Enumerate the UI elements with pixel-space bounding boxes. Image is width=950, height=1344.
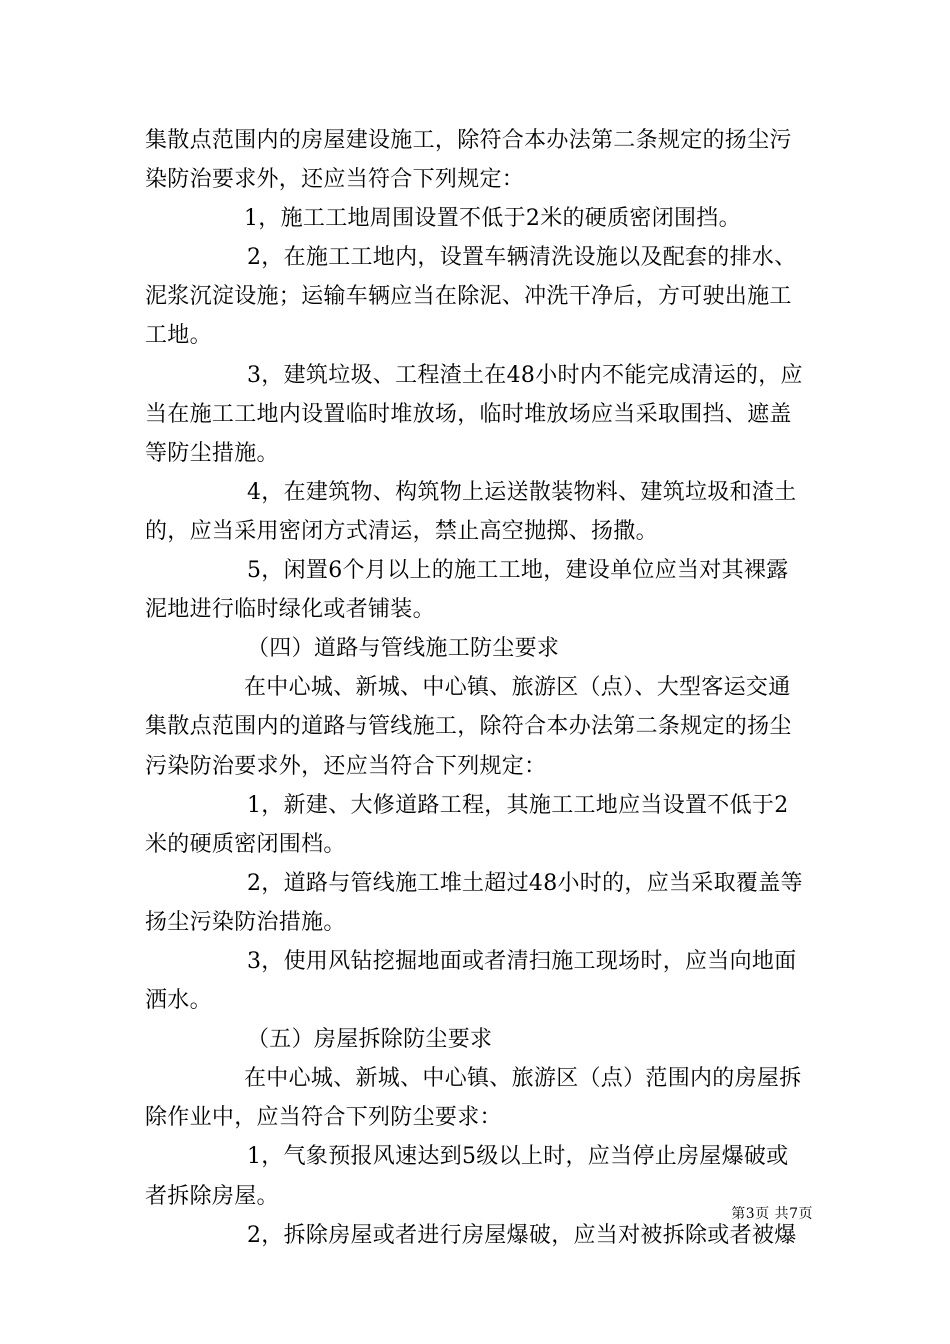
text-line: 集散点范围内的道路与管线施工，除符合本办法第二条规定的扬尘 xyxy=(145,714,792,740)
text-line: 扬尘污染防治措施。 xyxy=(145,909,346,935)
text-line: 的，应当采用密闭方式清运，禁止高空抛掷、扬撒。 xyxy=(145,518,658,544)
body-text xyxy=(145,121,810,1255)
text-line: 1，施工工地周围设置不低于2米的硬质密闭围挡。 xyxy=(244,206,741,232)
text-line: 工地。 xyxy=(145,323,212,349)
text-line: 2，拆除房屋或者进行房屋爆破，应当对被拆除或者被爆 xyxy=(247,1222,797,1248)
text-line: 3，建筑垃圾、工程渣土在48小时内不能完成清运的，应 xyxy=(247,362,803,388)
page-number-footer: 第3页 共7页 xyxy=(731,1206,813,1222)
text-line: 在中心城、新城、中心镇、旅游区（点）范围内的房屋拆 xyxy=(244,1066,802,1092)
text-line: 者拆除房屋。 xyxy=(145,1183,279,1209)
text-line: 3，使用风钻挖掘地面或者清扫施工现场时，应当向地面 xyxy=(247,948,797,974)
text-line: 泥地进行临时绿化或者铺装。 xyxy=(145,597,435,623)
text-line: 1，气象预报风速达到5级以上时，应当停止房屋爆破或 xyxy=(247,1144,789,1170)
text-line: 等防尘措施。 xyxy=(145,440,279,466)
text-line: 染防治要求外，还应当符合下列规定： xyxy=(145,167,525,193)
text-line: 4，在建筑物、构筑物上运送散装物料、建筑垃圾和渣土 xyxy=(247,479,797,505)
text-line: 5，闲置6个月以上的施工工地，建设单位应当对其裸露 xyxy=(247,558,789,584)
text-line: 泥浆沉淀设施；运输车辆应当在除泥、冲洗干净后，方可驶出施工 xyxy=(145,284,792,310)
text-line: 2，道路与管线施工堆土超过48小时的，应当采取覆盖等 xyxy=(247,870,803,896)
text-line: 2，在施工工地内，设置车辆清洗设施以及配套的排水、 xyxy=(247,245,797,271)
text-line: 1，新建、大修道路工程，其施工工地应当设置不低于2 xyxy=(247,792,789,818)
text-line: 集散点范围内的房屋建设施工，除符合本办法第二条规定的扬尘污 xyxy=(145,128,792,153)
text-line: 除作业中，应当符合下列防尘要求： xyxy=(145,1105,502,1131)
section-heading: （五）房屋拆除防尘要求 xyxy=(247,1027,493,1053)
text-line: 在中心城、新城、中心镇、旅游区（点）、大型客运交通 xyxy=(244,675,791,701)
text-line: 污染防治要求外，还应当符合下列规定： xyxy=(145,753,547,779)
section-heading: （四）道路与管线施工防尘要求 xyxy=(247,636,560,662)
text-line: 米的硬质密闭围档。 xyxy=(145,831,346,857)
text-line: 洒水。 xyxy=(145,988,212,1014)
text-line: 当在施工工地内设置临时堆放场，临时堆放场应当采取围挡、遮盖 xyxy=(145,401,792,427)
